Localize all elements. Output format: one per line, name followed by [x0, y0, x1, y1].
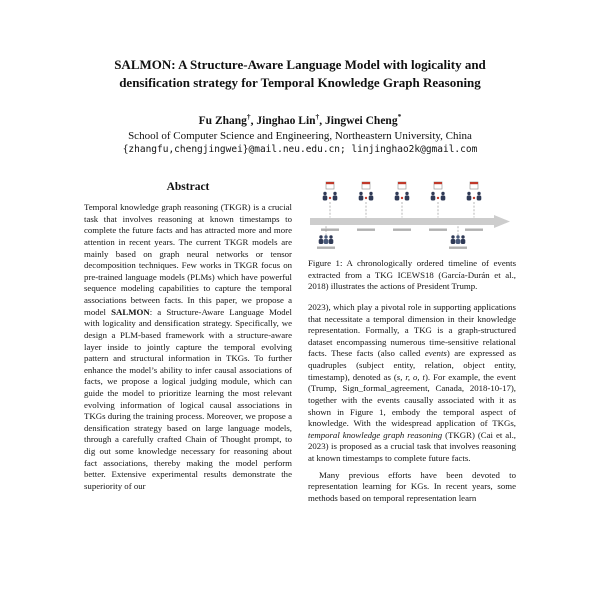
timestamp-label-bar — [357, 229, 375, 231]
event-group-icon — [467, 182, 482, 218]
timeline-figure-image — [308, 181, 516, 253]
event-group-icon — [431, 182, 446, 218]
event-label-bar — [317, 247, 335, 249]
authors-line — [0, 112, 600, 127]
model-acronym: SALMON — [111, 306, 150, 317]
author-mark: * — [397, 112, 402, 122]
event-group-icon — [323, 182, 338, 218]
event-label-bar — [449, 247, 467, 249]
title-line-2: densification strategy for Temporal Knowledge Graph Reasoning — [119, 75, 481, 91]
timestamp-label-bar — [393, 229, 411, 231]
actors-group-icon — [319, 236, 334, 245]
author-mark: † — [246, 112, 251, 122]
timeline-arrowhead-icon — [494, 215, 510, 228]
event-group-icon — [359, 182, 374, 218]
right-column — [308, 181, 516, 504]
abstract-text: Temporal knowledge graph reasoning (TKGR) is a crucial task that involves reasoning at known timestamps to complete the future facts and has attracted more and more attention in recent years. The current TKGR models are mainly based on graph neural networks or tensor decomposition techniques. Few works in TKGR focus on pre-trained language models (PLMs) which have powerful sequence modeling capabilities to capture the temporal associations between facts. In this paper, we propose a model SALMON: a Structure-Aware Language Model with logicality and densification strategy. Specifically, we design a PLM-based framework with a structure-aware layer inside to jointly capture the temporal evolving pattern and structural information in TKGs. To further enhance the model’s ability to infer causal associations of facts, we propose a logical judging module, which can guide the model to prioritize learning the most relevant evolving information of logical causal associations in TKGs during the training process. Moreover, we propose a densification strategy based on large language models, through a carefully crafted Chain of Thought prompt, to dig out some knowledge necessary for reasoning about fact associations, thereby making the model perform better. Extensive experimental results demonstrate the superiority of our — [84, 202, 293, 491]
body-paragraph-2: Many previous efforts have been devoted to representation learning for KGs. In recent years, some methods based on temporal representation learn — [308, 469, 516, 503]
author-mark: † — [315, 112, 320, 122]
paper-header — [0, 0, 600, 155]
figure-1-caption: Figure 1: A chronologically ordered timeline of events extracted from a TKG ICEWS18 (García-Durán et al., 2018) illustrates the actions of President Trump. — [308, 258, 516, 292]
timestamp-label-bar — [321, 229, 339, 231]
left-column — [84, 181, 292, 504]
author-name: Jingwei Cheng* — [325, 112, 402, 128]
author-name: Jinghao Lin†, — [256, 112, 326, 128]
actors-group-icon — [451, 236, 466, 245]
emails: {zhangfu,chengjingwei}@mail.neu.edu.cn; linjinghao2k@gmail.com — [122, 144, 478, 156]
figure-1 — [308, 181, 516, 293]
affiliation: School of Computer Science and Engineering, Northeastern University, China — [128, 130, 472, 143]
paper-title — [0, 56, 600, 92]
timestamp-label-bar — [429, 229, 447, 231]
two-column-body — [0, 181, 600, 504]
timestamp-label-bar — [465, 229, 483, 231]
body-paragraph-1: 2023), which play a pivotal role in supporting applications that necessitate a temporal dimension in their knowledge representation. Formally, a TKG is a graph-structured dataset encompassing numerous time-sensitive relational facts. These facts (also called events) are expressed as quadruples (subject entity, relation, object entity, timestamp), denoted as (s, r, o, t). For example, the event (Trump, Sign_formal_agreement, Canada, 2018-10-17), together with the events causally associated with it as shown in Figure 1, embody the temporal aspect of knowledge. With the widespread application of TKGs, temporal knowledge graph reasoning (TKGR) (Cai et al., 2023) is proposed as a crucial task that involves reasoning at known timestamps to complete future facts. — [308, 302, 517, 463]
timeline-arrow — [310, 218, 494, 225]
author-name: Fu Zhang†, — [198, 112, 257, 128]
abstract-heading: Abstract — [166, 181, 210, 194]
title-line-1: SALMON: A Structure-Aware Language Model with logicality and — [114, 57, 486, 72]
event-group-icon — [395, 182, 410, 218]
